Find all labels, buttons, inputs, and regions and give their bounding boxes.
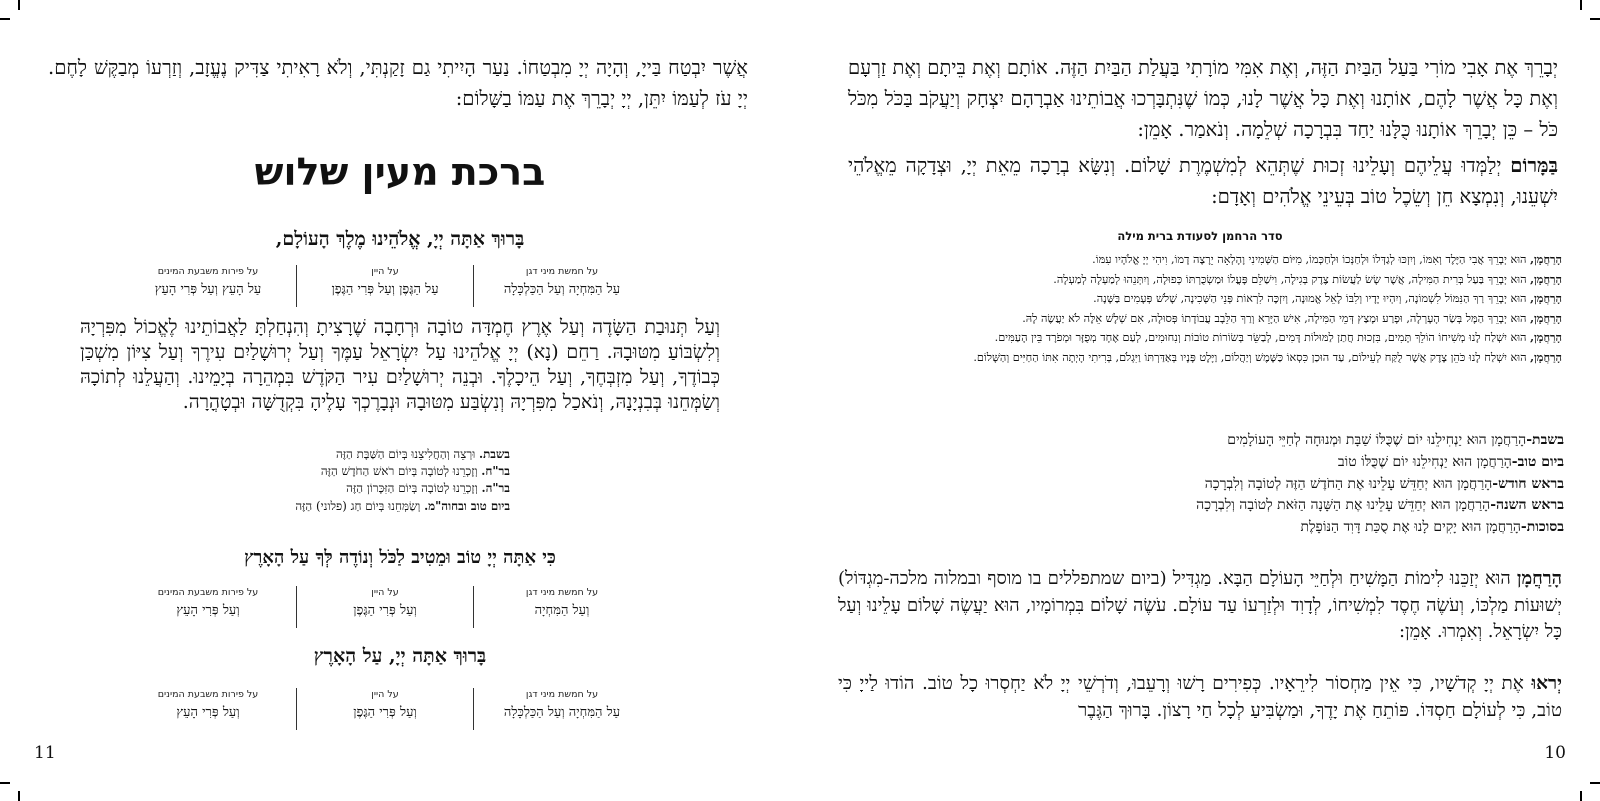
option-grain (474, 586, 650, 628)
occasion-lead: בראש חודש- (1492, 475, 1564, 492)
option-fruit (120, 688, 296, 730)
occasion-inserts (1044, 430, 1564, 539)
holiday-inserts (270, 446, 510, 515)
insert-text: וּרְצֵה וְהַחֲלִיצֵנוּ בְּיוֹם הַשַּׁבָּת הַזֶּה (335, 447, 479, 461)
options-row-1 (120, 265, 650, 307)
page-number: 11 (34, 743, 56, 763)
harachaman-line (844, 270, 1562, 290)
occasion-line (1044, 452, 1564, 474)
occasion-line (1044, 474, 1564, 496)
left-top-paragraph (48, 52, 748, 114)
insert-lead: ביום טוב ובחוה"מ. (424, 498, 510, 513)
option-text: עַל הַגֶּפֶן וְעַל פְּרִי הַגֶּפֶן (331, 282, 439, 297)
options-row-3 (120, 688, 650, 730)
insert-lead: בשבת. (478, 447, 510, 461)
harachaman-text: הוּא יְבָרֵךְ בַּעַל בְּרִית הַמִּילָה, אֲשֶׁר שָׂשׂ לַעֲשׂוֹת צֶדֶק בְּגִילָה, וִישַׁלֵּם פָּעֳלוֹ וּמַשְׂכֻּרְתּוֹ כְּפוּלָה, וְיִתְּנֵהוּ לְמַעְלָה לְמַעְלָה. (1053, 272, 1531, 286)
options-row-2 (120, 586, 650, 628)
option-wine (296, 265, 474, 307)
bamarom-paragraph (848, 150, 1558, 212)
occasion-lead: ביום טוב- (1511, 453, 1564, 470)
harachaman-text: הוּא יִשְׁלַח לָנוּ כֹּהֵן צֶדֶק אֲשֶׁר לֻקַּח לְעֵילוֹם, עַד הוּכַן כִּסְאוֹ כַּשֶּׁמֶשׁ וְיַהֲלוֹם, וַיָּלֶט פָּנָיו בְּאַדַּרְתּוֹ וַיִּגְלֹם, בְּרִיתִי הָיְתָה אִתּוֹ הַחַיִּים וְהַשָּׁלוֹם. (973, 350, 1531, 364)
occasion-text: הָרַחֲמָן הוּא יָקִים לָנוּ אֶת סֻכַּת דָּוִד הַנּוֹפָלֶת (1300, 519, 1521, 536)
occasion-text: הָרַחֲמָן הוּא יַנְחִילֵנוּ יוֹם שֶׁכֻּלּוֹ שַׁבָּת וּמְנוּחָה לְחַיֵּי הָעוֹלָמִים (1227, 432, 1527, 448)
mashiach-paragraph (838, 566, 1562, 646)
option-text: עַל הָעֵץ וְעַל פְּרִי הָעֵץ (154, 282, 262, 297)
harachaman-text: הוּא יְבָרֵךְ אֲבִי הַיֶּלֶד וְאִמּוֹ, וְיִזְכּוּ לְגַדְּלוֹ וּלְחַנְּכוֹ וּלְחַכְּמוֹ, מִיּוֹם הַשְּׁמִינִי וָהָלְאָה יֵרָצֶה דָמוֹ, וִיהִי יְיָ אֱלֹהָיו עִמּוֹ. (1092, 253, 1531, 266)
insert-text: וְזָכְרֵנוּ לְטוֹבָה בְּיוֹם הַזִּכָּרוֹן הַזֶּה (346, 481, 482, 496)
closing-bracha: בָּרוּךְ אַתָּה יְיָ, עַל הָאָרֶץ (313, 645, 487, 667)
yiru-text: אֶת יְיָ קְדֹשָׁיו, כִּי אֵין מַחְסוֹר לִירֵאָיו. כְּפִירִים רָשׁוּ וְרָעֵבוּ, וְדֹרְשֵׁי יְיָ לֹא יַחְסְרוּ כָל טוֹב. הוֹדוּ לַייָ כִּי טוֹב, כִּי לְעוֹלָם חַסְדּוֹ. פּוֹתֵחַ אֶת יָדֶךָ, וּמַשְׂבִּיעַ לְכָל חַי רָצוֹן. בָּרוּךְ הַגֶּבֶר (838, 673, 1562, 721)
option-wine (296, 586, 474, 628)
insert-line (270, 463, 510, 480)
option-grain (474, 688, 650, 730)
opening-bracha: בָּרוּךְ אַתָּה יְיָ, אֱלֹהֵינוּ מֶלֶךְ הָעוֹלָם, (275, 228, 525, 250)
yiru-lead: יְראוּ (1531, 673, 1562, 694)
option-text: וְעַל פְּרִי הָעֵץ (176, 603, 240, 618)
harachaman-line (844, 289, 1562, 309)
occasion-line (1044, 495, 1564, 517)
right-top-paragraph (848, 52, 1558, 145)
harachaman-line (844, 250, 1562, 270)
harachaman-line (844, 348, 1562, 368)
page-number: 10 (1544, 743, 1566, 763)
harachaman-list (844, 250, 1562, 368)
right-top-text: יְבָרֵךְ אֶת אָבִי מוֹרִי בַּעַל הַבַּיִת הַזֶּה, וְאֶת אִמִּי מוֹרָתִי בַּעֲלַת הַבַּיִת הַזֶּה. אוֹתָם וְאֶת בֵּיתָם וְאֶת זַרְעָם וְאֶת כָּל אֲשֶׁר לָהֶם, אוֹתָנוּ וְאֶת כָּל אֲשֶׁר לָנוּ, כְּמוֹ שֶׁנִּתְבָּרְכוּ אֲבוֹתֵינוּ אַבְרָהָם יִצְחָק וְיַעֲקֹב בַּכֹּל מִכֹּל כֹּל – כֵּן יְבָרֵךְ אוֹתָנוּ כֻּלָּנוּ יַחַד בִּבְרָכָה שְׁלֵמָה. וְנֹאמַר. אָמֵן: (848, 56, 1558, 141)
option-text: עַל הַמִּחְיָה וְעַל הַכַּלְכָּלָה (503, 705, 621, 720)
section-title: ברכת מעין שלוש (254, 150, 546, 194)
main-bracha-paragraph (80, 315, 720, 415)
option-label: על היין (371, 266, 399, 277)
option-label: על חמשת מיני דגן (525, 689, 599, 700)
harachaman-lead: הָרַחֲמָן, (1530, 330, 1562, 345)
occasion-text: הָרַחֲמָן הוּא יְחַדֵּשׁ עָלֵינוּ אֶת הַשָּׁנָה הַזֹּאת לְטוֹבָה וְלִבְרָכָה (1196, 497, 1491, 514)
harachaman-line (844, 328, 1562, 348)
occasion-lead: בשבת- (1526, 432, 1564, 448)
option-label: על פירות משבעת המינים (157, 266, 259, 277)
option-grain (474, 265, 650, 307)
option-label: על פירות משבעת המינים (157, 587, 259, 598)
occasion-lead: בסוכות- (1520, 519, 1564, 536)
option-label: על פירות משבעת המינים (157, 689, 259, 700)
mashiach-text: הוּא יְזַכֵּנוּ לִימוֹת הַמָּשִׁיחַ וּלְחַיֵּי הָעוֹלָם הַבָּא. מַגְדִּיל (ביום שמתפללים בו מוסף ובמלוה מלכה-מִגְדּוֹל) יְשׁוּעוֹת מַלְכּוֹ, וְעֹשֶׂה חֶסֶד לִמְשִׁיחוֹ, לְדָוִד וּלְזַרְעוֹ עַד עוֹלָם. עֹשֶׂה שָׁלוֹם בִּמְרוֹמָיו, הוּא יַעֲשֶׂה שָׁלוֹם עָלֵינוּ וְעַל כָּל יִשְׂרָאֵל. וְאִמְרוּ. אָמֵן: (838, 568, 1562, 642)
bamarom-lead: בַּמָּרוֹם (1510, 154, 1558, 177)
insert-lead: בר"ה. (481, 481, 510, 496)
option-fruit (120, 265, 296, 307)
harachaman-lead: הָרַחֲמָן, (1530, 252, 1562, 266)
ki-ata-line: כִּי אַתָּה יְיָ טוֹב וּמֵטִיב לַכֹּל וְנוֹדֶה לְּךָ עַל הָאָרֶץ (244, 547, 556, 568)
occasion-line (1044, 517, 1564, 539)
option-text: עַל הַמִּחְיָה וְעַל הַכַּלְכָּלָה (503, 282, 621, 297)
insert-lead: בר"ח. (481, 464, 510, 479)
insert-line (270, 480, 510, 497)
harachaman-lead: הָרַחֲמָן, (1530, 349, 1562, 364)
insert-line (270, 446, 510, 463)
insert-line (270, 498, 510, 515)
insert-text: וְזָכְרֵנוּ לְטוֹבָה בְּיוֹם רֹאשׁ הַחֹדֶשׁ הַזֶּה (320, 464, 482, 479)
occasion-line (1044, 430, 1564, 452)
option-fruit (120, 586, 296, 628)
left-top-text: אֲשֶׁר יִבְטַח בַּייָ, וְהָיָה יְיָ מִבְטַחוֹ. נַעַר הָיִיתִי גַם זָקַנְתִּי, וְלֹא רָאִיתִי צַדִּיק נֶעֱזָב, וְזַרְעוֹ מְבַקֶּשׁ לָחֶם. יְיָ עֹז לְעַמּוֹ יִתֵּן, יְיָ יְבָרֵךְ אֶת עַמּוֹ בַשָּׁלוֹם: (48, 56, 748, 110)
option-label: על היין (371, 689, 399, 700)
harachaman-text: הוּא יִשְׁלַח לָנוּ מְשִׁיחוֹ הוֹלֵךְ תָּמִים, בִּזְכוּת חֲתַן לַמּוּלוֹת דָּמִים, לְבַשֵּׂר בְּשׂוֹרוֹת טוֹבוֹת וְנִחוּמִים, לְעַם אֶחָד מְפֻזָּר וּמְפֹרָד בֵּין הָעַמִּים. (994, 331, 1531, 345)
option-text: וְעַל פְּרִי הַגֶּפֶן (353, 603, 417, 618)
option-wine (296, 688, 474, 730)
harachaman-heading: סדר הרחמן לסעודת ברית מילה (1117, 229, 1283, 243)
harachaman-text: הוּא יְבָרֵךְ הַמָּל בְּשַׂר הָעָרְלָה, וּפָרַע וּמָצַץ דְּמֵי הַמִּילָה, אִישׁ הַיָּרֵא וְרַךְ הַלֵּבָב עֲבוֹדָתוֹ פְּסוּלָה, אִם שְׁלָשׁ אֵלֶּה לֹא יַעֲשֶׂה לָהּ. (1022, 311, 1531, 325)
option-label: על היין (371, 587, 399, 598)
insert-text: וְשַׂמְּחֵנוּ בְּיוֹם חַג (פלוני) הַזֶּה (295, 498, 425, 513)
main-bracha-text: וְעַל תְּנוּבַת הַשָּׂדֶה וְעַל אֶרֶץ חֶמְדָּה טוֹבָה וּרְחָבָה שֶׁרָצִיתָ וְהִנְחַלְתָּ לַאֲבוֹתֵינוּ לֶאֱכוֹל מִפִּרְיָהּ וְלִשְׂבּוֹעַ מִטּוּבָהּ. רַחֵם (נָא) יְיָ אֱלֹהֵינוּ עַל יִשְׂרָאֵל עַמֶּךָ וְעַל יְרוּשָׁלַיִם עִירֶךָ וְעַל צִיּוֹן מִשְׁכַּן כְּבוֹדֶךָ, וְעַל מִזְבְּחֶךָ, וְעַל הֵיכָלֶךָ. וּבְנֵה יְרוּשָׁלַיִם עִיר הַקֹּדֶשׁ בִּמְהֵרָה בְיָמֵינוּ. וְהַעֲלֵנוּ לְתוֹכָהּ וְשַׂמְּחֵנוּ בְּבִנְיָנָהּ, וְנֹאכַל מִפִּרְיָהּ וְנִשְׂבַּע מִטּוּבָהּ וּנְבָרֶכְךָ עָלֶיהָ בִּקְדֻשָּׁה וּבְטָהֳרָה. (80, 316, 720, 413)
mashiach-lead: הָרַחֲמָן (1516, 568, 1562, 589)
occasion-text: הָרַחֲמָן הוּא יְחַדֵּשׁ עָלֵינוּ אֶת הַחֹדֶשׁ הַזֶּה לְטוֹבָה וְלִבְרָכָה (1204, 475, 1493, 492)
harachaman-lead: הָרַחֲמָן, (1530, 271, 1562, 286)
occasion-text: הָרַחֲמָן הוּא יַנְחִילֵנוּ יוֹם שֶׁכֻּלּוֹ טוֹב (1337, 453, 1512, 470)
harachaman-text: הוּא יְבָרֵךְ רַךְ הַנִּמּוֹל לִשְׁמוֹנָה, וְיִהְיוּ יָדָיו וְלִבּוֹ לָאֵל אֱמוּנָה, וְיִזְכֶּה לִרְאוֹת פְּנֵי הַשְּׁכִינָה, שָׁלֹשׁ פְּעָמִים בַּשָּׁנָה. (1093, 292, 1531, 306)
harachaman-lead: הָרַחֲמָן, (1530, 291, 1562, 306)
option-label: על חמשת מיני דגן (525, 266, 599, 277)
yiru-paragraph (838, 670, 1562, 724)
option-text: וְעַל פְּרִי הָעֵץ (176, 705, 240, 720)
right-page (800, 0, 1600, 801)
option-label: על חמשת מיני דגן (525, 587, 599, 598)
bamarom-text: יְלַמְּדוּ עֲלֵיהֶם וְעָלֵינוּ זְכוּת שֶׁתְּהֵא לְמִשְׁמֶרֶת שָׁלוֹם. וְנִשָּׂא בְרָכָה מֵאֵת יְיָ, וּצְדָקָה מֵאֱלֹהֵי יִשְׁעֵנוּ, וְנִמְצָא חֵן וְשֵׂכֶל טוֹב בְּעֵינֵי אֱלֹהִים וְאָדָם: (848, 154, 1558, 208)
occasion-lead: בראש השנה- (1490, 497, 1564, 514)
harachaman-line (844, 309, 1562, 329)
option-text: וְעַל פְּרִי הַגֶּפֶן (353, 705, 417, 720)
harachaman-lead: הָרַחֲמָן, (1530, 310, 1562, 325)
option-text: וְעַל הַמִּחְיָה (534, 603, 590, 618)
